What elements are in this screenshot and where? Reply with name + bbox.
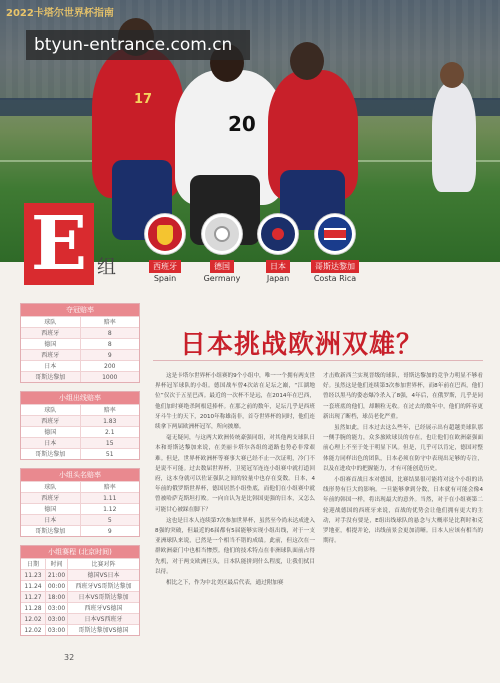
cell-time: 21:00 [45, 570, 67, 580]
team-name-cn: 西班牙 [149, 260, 181, 273]
cell-match: 德国VS日本 [67, 570, 139, 580]
team-name-en: Germany [203, 274, 241, 283]
page-number: 32 [64, 653, 75, 662]
table-title: 小组头名赔率 [21, 469, 139, 481]
magazine-header: 2022卡塔尔世界杯指南 [6, 8, 114, 19]
column-header: 赔率 [80, 317, 140, 327]
player-head [440, 62, 464, 88]
column-header: 球队 [44, 319, 57, 326]
cell-odds: 9 [80, 350, 140, 360]
cell-time: 00:00 [45, 581, 67, 591]
article-column-2 [323, 371, 483, 661]
table-title: 小组赛程 (北京时间) [21, 546, 139, 558]
team-list [135, 214, 365, 284]
cell-date: 12.02 [24, 627, 42, 634]
player-distant [432, 82, 476, 192]
table-row [21, 338, 139, 349]
paragraph: 虽然如此，日本过去这么些年，已经展示出有超越美球队那一侧手腕的能力，众多旅欧球员的存在，也让他们在欧洲豪强面前心理上不至于处于明显下风。但是，几乎可以肯定，德国对整体能力同样出色的团队，日本必须在防守中表现出足够的专注，以及在进攻中的把握能力，才有可能创造历史。 [323, 425, 483, 472]
cell-date: 12.02 [24, 616, 42, 623]
cell-team: 哥斯达黎加 [35, 451, 66, 458]
column-header: 赔率 [80, 482, 140, 492]
cell-team: 哥斯达黎加 [35, 528, 66, 535]
team-name-cn: 德国 [210, 260, 234, 273]
table-row [21, 492, 139, 503]
paragraph: 毫无疑问，与这两大欧洲传统豪强同组，对其他两支球队日本和哥斯达黎加来说，在美丽卡塔尔各组的道路也势必非常艰难。但是，世界杯欧洲杯等赛事大赛已经不止一次证明，冷门不是说不可能。过去数届世界杯，卫冕冠军连连小组赛中就打道回府，这本身就可以佐证强队之间的较量中也存在变数。日本，4年前的俄罗斯世界杯，德国居然小组垫底，而他们在小组赛中就曾被哈萨克斯坦打败。一向自认为是比韩国更强的日本，又怎么可能甘心被踩在脚下？ [155, 435, 315, 513]
japan-crest-icon [258, 214, 298, 254]
odds-sidebar [20, 303, 140, 644]
cell-time: 18:00 [45, 592, 67, 602]
cell-odds: 1.12 [80, 504, 140, 514]
team-spain [135, 214, 195, 283]
group-label: 组 [97, 256, 117, 278]
table-header-row [21, 316, 139, 327]
cell-odds: 8 [80, 339, 140, 349]
cell-team: 德国 [44, 506, 57, 513]
table-row [21, 624, 139, 635]
table-row [21, 327, 139, 338]
team-japan [248, 214, 308, 283]
table-row [21, 349, 139, 360]
player-head [290, 42, 324, 80]
paragraph: 相比之下，作为中北美区最后代表，通过附加赛 [166, 580, 284, 587]
column-header: 日期 [26, 561, 39, 568]
cell-team: 日本 [44, 440, 57, 447]
table-row [21, 514, 139, 525]
group-winner-odds-table [20, 468, 140, 537]
column-header: 球队 [44, 484, 57, 491]
table-row [21, 613, 139, 624]
paragraph: 这是卡塔尔世界杯小组赛的9个小组中，唯一一个拥有两支世界杯冠军球队的小组。德国战车曾4次站在足坛之巅，“江湖地位”仅次于五星巴西。最近的一次杯不是远，在2014年在巴西，他们加时赛绝杀阿根廷捧杯。在那之前的数年，足坛几乎是西班牙斗牛士的天下，2010年称雄南非，首夺世界杯的同时，他们连续拿下两届欧洲杯冠军，所向披靡。 [155, 373, 315, 431]
cell-match: 日本VS哥斯达黎加 [67, 592, 139, 602]
table-row [21, 569, 139, 580]
cell-odds: 2.1 [80, 427, 140, 437]
cell-match: 西班牙VS哥斯达黎加 [67, 581, 139, 591]
jersey-number: 20 [228, 112, 256, 136]
table-row [21, 437, 139, 448]
paragraph: 这也是日本人连续第7次参加世界杯，虽然至今尚未达成进入8强的突破，但最近的6届都有5届能够实现小组出线，对于一支亚洲球队来说，已然是一个相当不错的成绩。此前，但这次在一群欧洲豪门中也相当惨烈。他们的技术特点在非洲球队面前占得先机，对于两支欧洲巨头，日本队能拼到什么程度，让我们拭目以待。 [155, 517, 315, 575]
table-row [21, 426, 139, 437]
cell-date: 11.27 [24, 594, 42, 601]
table-row [21, 591, 139, 602]
cell-team: 德国 [44, 429, 57, 436]
cell-odds: 8 [80, 328, 140, 338]
germany-crest-icon [202, 214, 242, 254]
table-row [21, 525, 139, 536]
column-header: 赔率 [80, 405, 140, 415]
group-letter: E [24, 203, 94, 285]
article-body [155, 371, 483, 661]
cell-team: 西班牙 [41, 418, 60, 425]
table-row [21, 371, 139, 382]
cell-team: 日本 [44, 517, 57, 524]
cell-odds: 1.83 [80, 416, 140, 426]
jersey-number: 17 [134, 92, 153, 107]
cell-time: 03:00 [45, 603, 67, 613]
table-title: 夺冠赔率 [21, 304, 139, 316]
cell-odds: 9 [80, 526, 140, 536]
title-divider [153, 360, 483, 361]
table-header-row [21, 404, 139, 415]
cell-match: 西班牙VS德国 [67, 603, 139, 613]
cell-date: 11.24 [24, 583, 42, 590]
table-header-row [21, 558, 139, 569]
team-name-en: Japan [266, 274, 290, 283]
team-name-cn: 哥斯达黎加 [311, 260, 359, 273]
team-costa-rica [305, 214, 365, 283]
cell-date: 11.28 [24, 605, 42, 612]
table-row [21, 448, 139, 459]
cell-team: 西班牙 [41, 352, 60, 359]
column-header: 时间 [45, 559, 67, 569]
cell-match: 日本VS西班牙 [67, 614, 139, 624]
table-header-row [21, 481, 139, 492]
table-row [21, 503, 139, 514]
advance-odds-table [20, 391, 140, 460]
cell-time: 03:00 [45, 614, 67, 624]
cell-odds: 51 [80, 449, 140, 459]
cell-team: 西班牙 [41, 330, 60, 337]
team-name-en: Spain [153, 274, 177, 283]
column-header: 球队 [44, 407, 57, 414]
cell-match: 哥斯达黎加VS德国 [67, 625, 139, 635]
team-name-cn: 日本 [266, 260, 290, 273]
cell-team: 德国 [44, 341, 57, 348]
article-title: 日本挑战欧洲双雄？ [180, 330, 424, 360]
cell-odds: 15 [80, 438, 140, 448]
table-title: 小组出线赔率 [21, 392, 139, 404]
table-row [21, 580, 139, 591]
costa-rica-crest-icon [315, 214, 355, 254]
cell-odds: 1000 [80, 372, 140, 382]
article-column-1 [155, 371, 315, 661]
champion-odds-table [20, 303, 140, 383]
cell-time: 03:00 [45, 625, 67, 635]
table-row [21, 415, 139, 426]
cell-odds: 200 [80, 361, 140, 371]
schedule-table [20, 545, 140, 636]
cell-team: 哥斯达黎加 [35, 374, 66, 381]
team-name-en: Costa Rica [313, 274, 357, 283]
watermark-banner: btyun-entrance.com.cn [26, 30, 250, 60]
table-row [21, 602, 139, 613]
paragraph: 小组赛首战日本对德国，比赛结果很可能将对这个小组的出线形势有巨大的影响。一旦能够拿到分数，日本就有可能会像4年前的韩国一样，将出现最大的意外。当然，对于在小组赛第二轮迎战德国的西班牙来说，首战的优势会让他们拥有更大的主动，对手没有要是，E组出线球队的悬念与大概率是比利时和克罗地亚，相提并论，出线前景会更加清晰。日本人应该有相当的期待。 [323, 477, 483, 545]
cell-odds: 5 [80, 515, 140, 525]
cell-team: 日本 [44, 363, 57, 370]
cell-date: 11.23 [24, 572, 42, 579]
cell-odds: 1.11 [80, 493, 140, 503]
paragraph: 才击败新西兰实现晋级的球队，哥斯达黎加的竞争力明显不够看好。虽然这是他们连续第3次参加世界杯，而8年前在巴西，他们曾经以黑马的姿态爆冷杀入了8强，4年后，在俄罗斯，几乎是同一套班底的他们，却颗粒无收。在过去的数年中，他们的阵容更新出现了断档，球员老化严重。 [323, 373, 483, 420]
spain-crest-icon [145, 214, 185, 254]
team-germany [192, 214, 252, 283]
table-row [21, 360, 139, 371]
column-header: 比赛对阵 [67, 559, 139, 569]
cell-team: 西班牙 [41, 495, 60, 502]
